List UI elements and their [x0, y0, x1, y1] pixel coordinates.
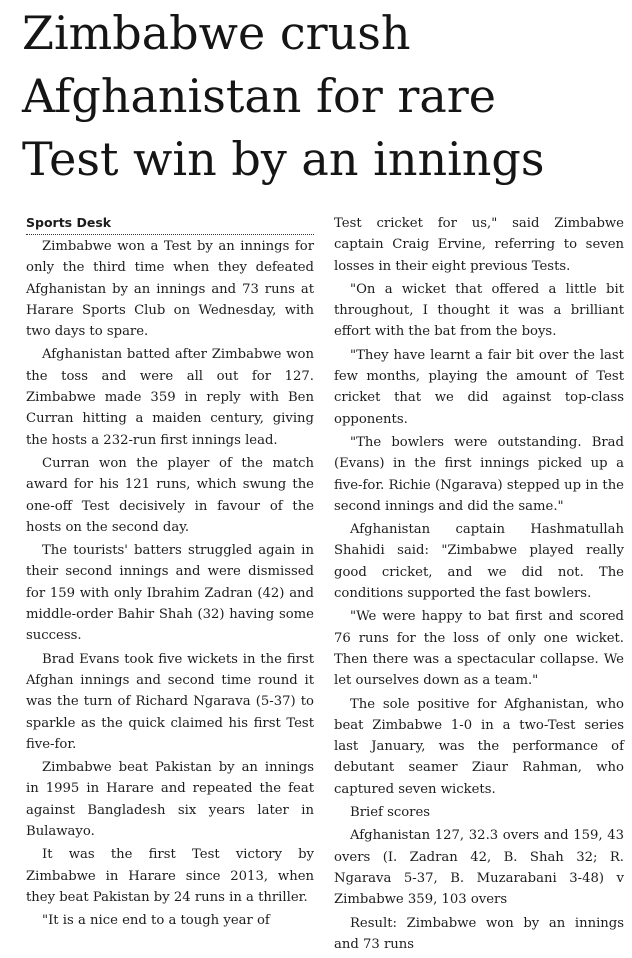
paragraph: "It is a nice end to a tough year of — [42, 913, 270, 929]
article-column-left — [26, 213, 314, 932]
paragraph: Brad Evans took five wickets in the first Afghan innings and second time round it was the turn of Richard Ngarava (5-37) to sparkle as the quick claimed his first Test five-for. — [26, 651, 314, 752]
paragraph: Afghanistan captain Hashmatullah Shahidi said: "Zimbabwe played really good cricket, and we did not. The conditions supported the fast bowlers. — [334, 522, 624, 602]
headline: Zimbabwe crush Afghanistan for rare Test win by an innings — [22, 6, 545, 186]
paragraph: Zimbabwe won a Test by an innings for only the third time when they defeated Afghanistan by an innings and 73 runs at Harare Sports Club on Wednesday, with two days to spare. — [26, 239, 314, 340]
paragraph: The sole positive for Afghanistan, who beat Zimbabwe 1-0 in a two-Test series last January, was the performance of debutant seamer Ziaur Rahman, who captured seven wickets. — [334, 696, 624, 797]
article-column-right — [334, 213, 624, 955]
brief-scores: Afghanistan 127, 32.3 overs and 159, 43 overs (I. Zadran 42, B. Shah 32; R. Ngarava 5-37, B. Muzarabani 3-48) v Zimbabwe 359, 103 overs — [334, 828, 624, 908]
paragraph: "We were happy to bat first and scored 76 runs for the loss of only one wicket. Then there was a spectacular collapse. We let ourselves down as a team." — [334, 609, 624, 689]
brief-scores-heading: Brief scores — [350, 805, 431, 821]
paragraph: Test cricket for us," said Zimbabwe captain Craig Ervine, referring to seven losses in their eight previous Tests. — [334, 216, 624, 274]
paragraph: Zimbabwe beat Pakistan by an innings in 1995 in Harare and repeated the feat against Bangladesh six years later in Bulawayo. — [26, 760, 314, 840]
paragraph: "They have learnt a fair bit over the last few months, playing the amount of Test cricket that we did against top-class opponents. — [334, 347, 624, 427]
paragraph: "The bowlers were outstanding. Brad (Evans) in the first innings picked up a five-for. Richie (Ngarava) stepped up in the second innings and did the same." — [334, 434, 624, 514]
paragraph: Afghanistan batted after Zimbabwe won the toss and were all out for 127. Zimbabwe made 359 in reply with Ben Curran hitting a maiden century, giving the hosts a 232-run first innings lead. — [26, 347, 314, 448]
byline: Sports Desk — [26, 213, 314, 235]
paragraph: Curran won the player of the match award for his 121 runs, which swung the one-off Test decisively in favour of the hosts on the second day. — [26, 455, 314, 535]
result: Result: Zimbabwe won by an innings and 73 runs — [334, 915, 624, 952]
paragraph: It was the first Test victory by Zimbabwe in Harare since 2013, when they beat Pakistan by 24 runs in a thriller. — [26, 847, 314, 905]
paragraph: "On a wicket that offered a little bit throughout, I thought it was a brilliant effort with the bat from the boys. — [334, 281, 624, 340]
paragraph: The tourists' batters struggled again in their second innings and were dismissed for 159 with only Ibrahim Zadran (42) and middle-order Bahir Shah (32) having some success. — [26, 543, 314, 644]
